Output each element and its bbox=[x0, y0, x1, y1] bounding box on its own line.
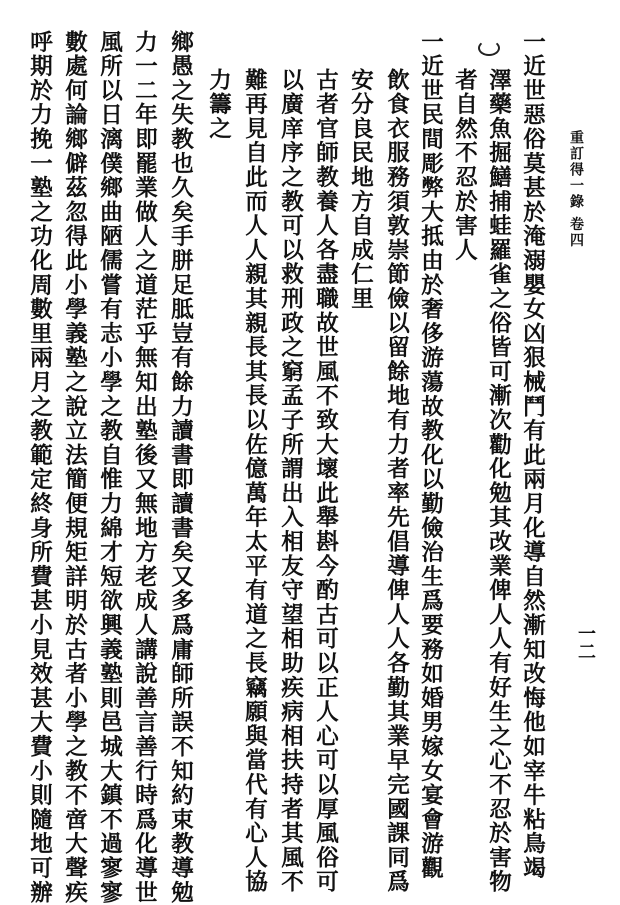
text-column: 一近世民間彫弊大抵由於奢侈游蕩故教化以勤儉治生爲要務如婚男嫁女宴會游觀 bbox=[417, 30, 444, 881]
text-column: 一近世惡俗莫甚於淹溺嬰女凶狠械鬥有此兩月化導自然漸知改悔他如宰牛粘鳥竭 bbox=[519, 30, 546, 881]
text-column: 風所以日漓僕鄉曲陋儒嘗有志小學之教自惟力綿才短欲興義塾則邑城大鎮不過寥寥 bbox=[96, 30, 123, 905]
text-column: 力一二年即罷業做人之道茫乎無知出塾後又無地方老成人講說善言善行時爲化導世 bbox=[131, 30, 158, 905]
text-column: 飲食衣服務須敦崇節儉以留餘地有力者率先倡導俾人人各勤其業早完國課同爲 bbox=[383, 68, 410, 895]
text-column: 以廣庠序之教可以救刑政之窮孟子所謂出入相友守望相助疾病相扶持者其風不 bbox=[277, 68, 304, 895]
text-column: 力籌之 bbox=[205, 68, 232, 141]
text-column: 安分良民地方自成仁里 bbox=[347, 68, 374, 311]
ink-mark bbox=[478, 40, 500, 56]
text-column: 古者官師教養人各盡職故世風不致大壞此舉斟今酌古可以正人心可以厚風俗可 bbox=[312, 68, 339, 895]
text-column: 澤藥魚掘鱔捕蛙羅雀之俗皆可漸次勸化勉其改業俾人人有好生之心不忍於害物 bbox=[485, 68, 512, 895]
text-column: 鄉愚之失教也久矣手胼足胝豈有餘力讀書即讀書矣又多爲庸師所誤不知約束教導勉 bbox=[167, 30, 194, 905]
text-column: 數處何論鄉僻茲忽得此小學義塾之說立法簡便規矩詳明於古者小學之教不啻大聲疾 bbox=[61, 30, 88, 905]
page-number: 一二 bbox=[575, 624, 596, 660]
text-column: 者自然不忍於害人 bbox=[451, 68, 478, 263]
text-column: 難再見自此而人人親其親長其長以佐億萬年太平有道之長竊願與當代有心人協 bbox=[241, 68, 268, 895]
text-column: 呼期於力挽一塾之功化周數里兩月之教範定終身所費甚小見效甚大費小則隨地可辦 bbox=[26, 30, 53, 905]
running-header: 重訂得一錄 卷四 bbox=[568, 130, 584, 249]
